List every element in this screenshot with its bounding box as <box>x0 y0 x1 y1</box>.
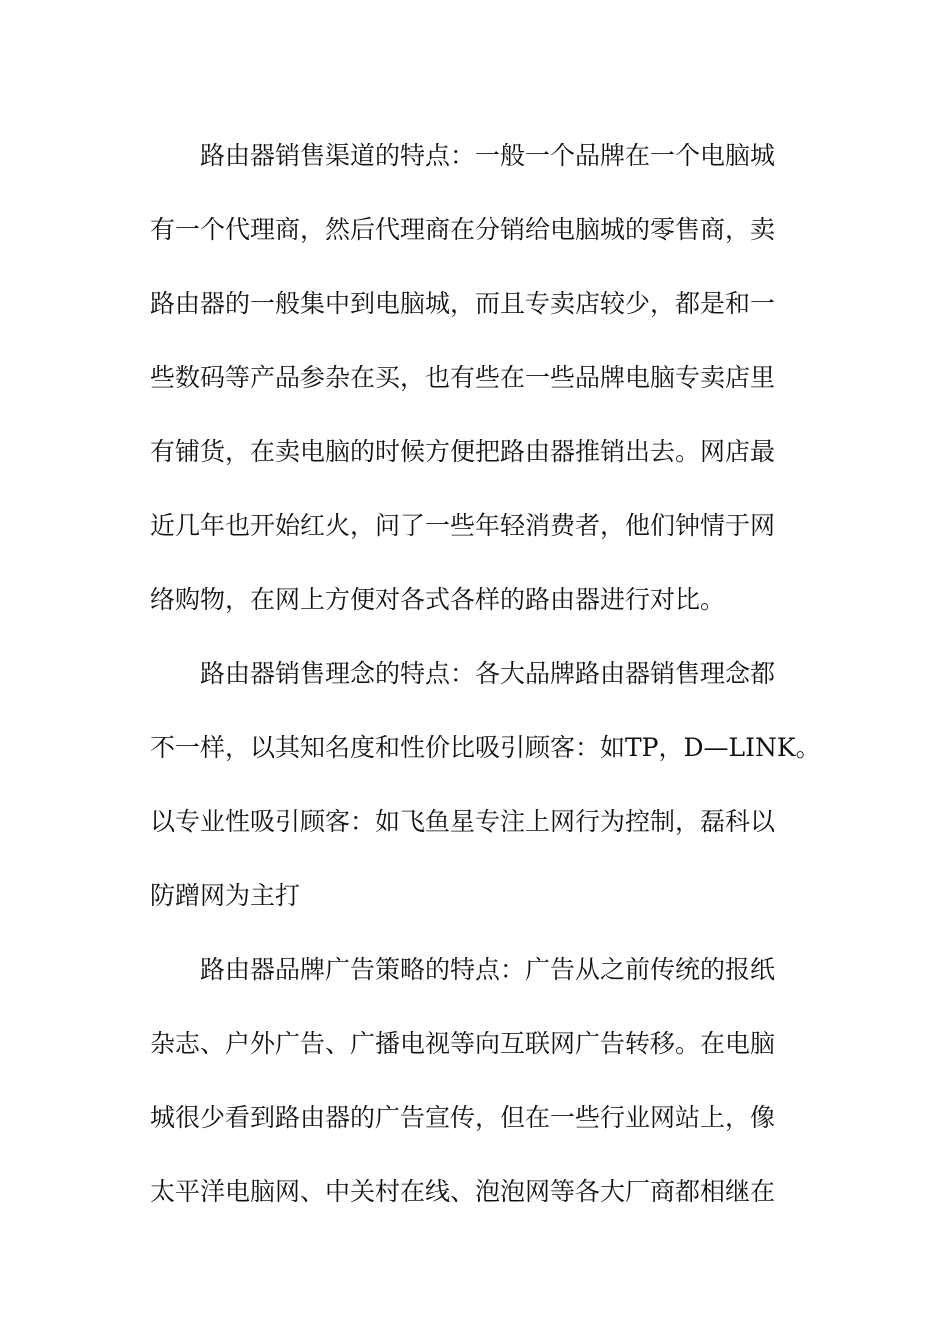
paragraph-3-line-1: 路由器品牌广告策略的特点：广告从之前传统的报纸 <box>150 955 776 984</box>
paragraph-1-line-1: 路由器销售渠道的特点：一般一个品牌在一个电脑城 <box>150 141 776 170</box>
paragraph-2-line-3: 以专业性吸引顾客：如飞鱼星专注上网行为控制，磊科以 <box>150 807 776 836</box>
paragraph-1-line-6: 近几年也开始红火，问了一些年轻消费者，他们钟情于网 <box>150 511 776 540</box>
paragraph-1-line-5: 有铺货，在卖电脑的时候方便把路由器推销出去。网店最 <box>150 437 776 466</box>
paragraph-2-line-4: 防蹭网为主打 <box>150 881 301 910</box>
paragraph-3-line-3: 城很少看到路由器的广告宣传，但在一些行业网站上，像 <box>150 1103 776 1132</box>
paragraph-2-line-2: 不一样，以其知名度和性价比吸引顾客：如TP，D—LINK。 <box>150 733 821 762</box>
paragraph-1-line-3: 路由器的一般集中到电脑城，而且专卖店较少，都是和一 <box>150 289 776 318</box>
paragraph-3-line-2: 杂志、户外广告、广播电视等向互联网广告转移。在电脑 <box>150 1029 776 1058</box>
paragraph-1-line-4: 些数码等产品参杂在买，也有些在一些品牌电脑专卖店里 <box>150 363 776 392</box>
paragraph-1-line-2: 有一个代理商，然后代理商在分销给电脑城的零售商，卖 <box>150 215 776 244</box>
paragraph-2-line-1: 路由器销售理念的特点：各大品牌路由器销售理念都 <box>150 659 776 688</box>
document-body <box>150 119 821 1229</box>
paragraph-1-line-7: 络购物，在网上方便对各式各样的路由器进行对比。 <box>150 585 726 614</box>
paragraph-3-line-4: 太平洋电脑网、中关村在线、泡泡网等各大厂商都相继在 <box>150 1177 776 1206</box>
